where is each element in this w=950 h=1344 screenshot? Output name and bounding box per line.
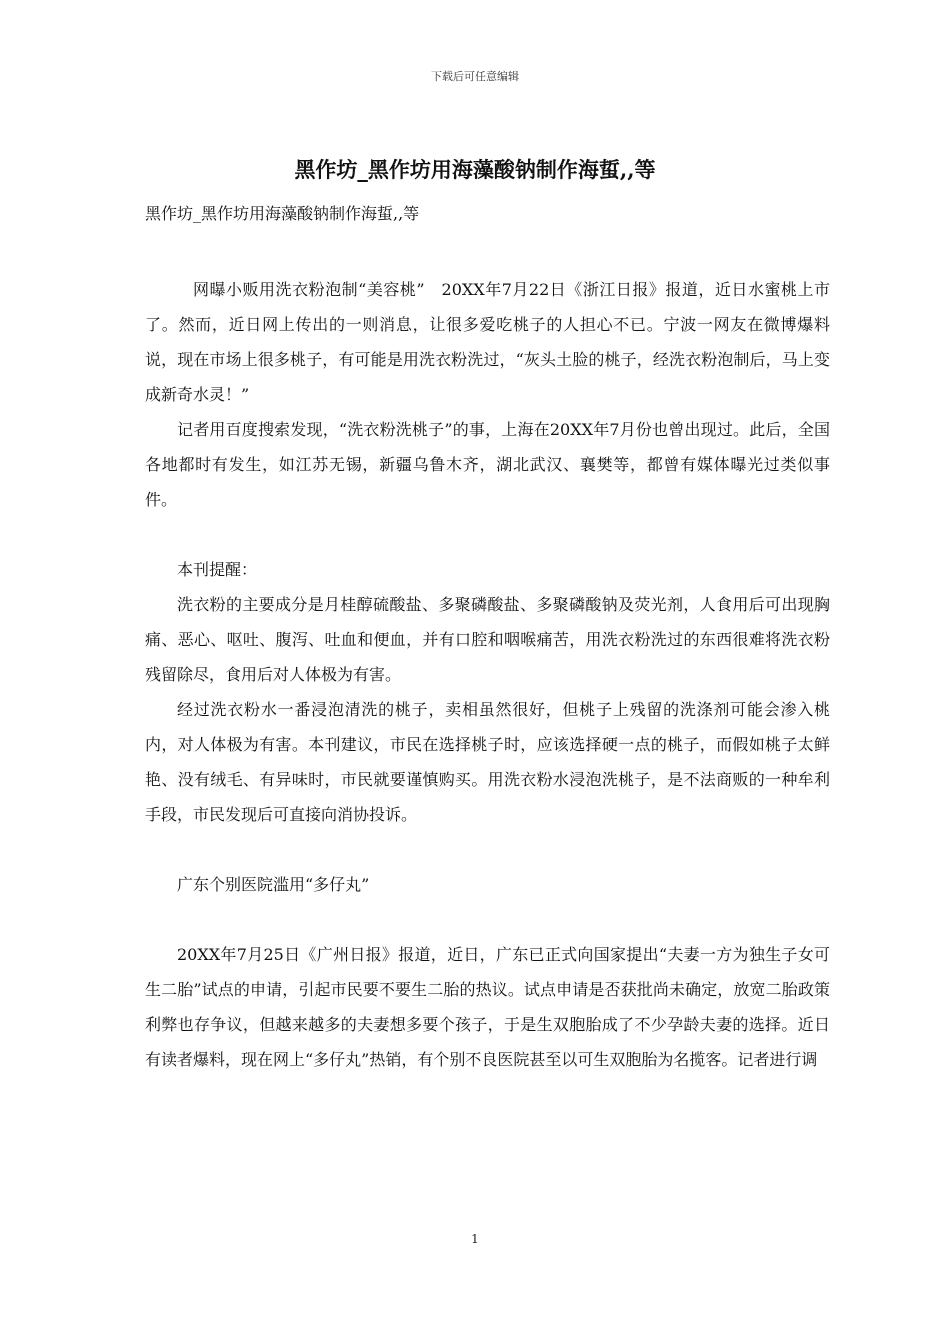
- document-title: 黑作坊_黑作坊用海藻酸钠制作海蜇,,等: [294, 157, 656, 182]
- paragraph-search-findings: 记者用百度搜索发现，“洗衣粉洗桃子”的事，上海在20XX年7月份也曾出现过。此后，全国各地都时有发生，如江苏无锡，新疆乌鲁木齐，湖北武汉、襄樊等，都曾有媒体曝光过类似事件。: [145, 420, 830, 509]
- paragraph-guangzhou-report: 20XX年7月25日《广州日报》报道，近日，广东已正式向国家提出“夫妻一方为独生子女可生二胎”试点的申请，引起市民要不要生二胎的热议。试点申请是否获批尚未确定，放宽二胎政策利弊也存争议，但越来越多的夫妻想多要个孩子，于是生双胞胎成了不少孕龄夫妻的选择。近日有读者爆料，现在网上“多仔丸”热销，有个别不良医院甚至以可生双胞胎为名揽客。记者进行调: [145, 945, 830, 1069]
- paragraph-detergent-ingredients: 洗衣粉的主要成分是月桂醇硫酸盐、多聚磷酸盐、多聚磷酸钠及荧光剂，人食用后可出现胸痛、恶心、呕吐、腹泻、吐血和便血，并有口腔和咽喉痛苦，用洗衣粉洗过的东西很难将洗衣粉残留除尽，食用后对人体极为有害。: [145, 595, 830, 684]
- blank-line: [145, 902, 830, 937]
- paragraph-reminder-heading: 本刊提醒：: [177, 560, 258, 579]
- paragraph-peach-report: 网曝小贩用洗衣粉泡制“美容桃” 20XX年7月22日《浙江日报》报道，近日水蜜桃上市了。然而，近日网上传出的一则消息，让很多爱吃桃子的人担心不已。宁波一网友在微博爆料说，现在市场上很多桃子，有可能是用洗衣粉洗过，“灰头土脸的桃子，经洗衣粉泡制后，马上变成新奇水灵！”: [145, 280, 830, 404]
- document-body: [145, 272, 830, 1077]
- paragraph-advice: 经过洗衣粉水一番浸泡清洗的桃子，卖相虽然很好，但桃子上残留的洗涤剂可能会渗入桃内，对人体极为有害。本刊建议，市民在选择桃子时，应该选择硬一点的桃子，而假如桃子太鲜艳、没有绒毛、有异味时，市民就要谨慎购买。用洗衣粉水浸泡洗桃子，是不法商贩的一种牟利手段，市民发现后可直接向消协投诉。: [145, 700, 830, 824]
- page-header-note: 下载后可任意编辑: [431, 70, 519, 83]
- blank-line: [145, 832, 830, 867]
- paragraph-section-heading: 广东个别医院滥用“多仔丸”: [177, 875, 370, 894]
- page-number: 1: [471, 1232, 479, 1246]
- blank-line: [145, 517, 830, 552]
- document-subtitle: 黑作坊_黑作坊用海藻酸钠制作海蜇,,等: [145, 204, 420, 223]
